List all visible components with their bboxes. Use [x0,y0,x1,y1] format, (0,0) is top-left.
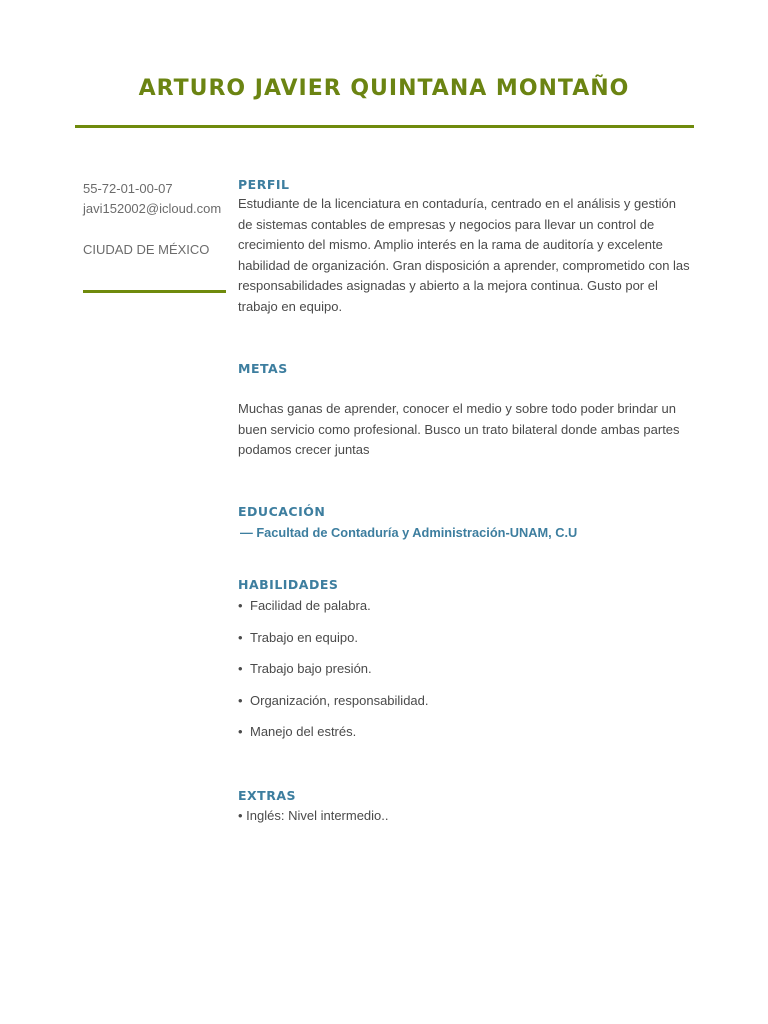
section-title-habilidades: HABILIDADES [238,577,339,592]
skill-label: Trabajo bajo presión. [250,661,372,677]
perfil-text: Estudiante de la licenciatura en contaduría, centrado en el análisis y gestión de sistemas contables de empresas y negocios para llevar un control de crecimiento del mismo. Amplio interés en la rama de auditoría y excelente habilidad de organización. Gran disposición a aprender, comprometido con las responsabilidades asignadas y abierto a la mejora continua. Gusto por el trabajo en equipo. [238,196,690,314]
bullet-icon: • [238,692,243,708]
bullet-icon: • [238,661,243,677]
list-item [238,659,429,691]
skill-label: Trabajo en equipo. [250,629,358,645]
email-address: javi152002@icloud.com [83,201,222,216]
skill-label: Manejo del estrés. [250,724,357,740]
extras-text: • Inglés: Nivel intermedio.. [238,808,389,823]
section-title-perfil: PERFIL [238,177,290,192]
education-entry: — Facultad de Contaduría y Administración-UNAM, C.U [240,525,578,540]
sidebar-divider [83,290,226,293]
section-title-educacion: EDUCACIÓN [238,504,326,519]
bullet-icon: • [238,598,243,613]
list-item [238,628,429,660]
candidate-name: ARTURO JAVIER QUINTANA MONTAÑO [138,76,630,101]
phone-number: 55-72-01-00-07 [83,181,173,196]
list-item [238,596,429,628]
bullet-icon: • [238,724,243,740]
contact-info [83,179,233,260]
metas-text: Muchas ganas de aprender, conocer el medio y sobre todo poder brindar un buen servicio como profesional. Busco un trato bilateral donde ambas partes podamos crecer juntas [238,401,680,457]
list-item [238,722,429,754]
skills-list [238,596,429,754]
skill-label: Organización, responsabilidad. [250,692,429,708]
city: CIUDAD DE MÉXICO [83,242,210,257]
section-title-metas: METAS [238,361,288,376]
header-divider [75,125,694,128]
skill-label: Facilidad de palabra. [250,598,371,613]
section-title-extras: EXTRAS [238,788,297,803]
list-item [238,691,429,723]
bullet-icon: • [238,629,243,645]
